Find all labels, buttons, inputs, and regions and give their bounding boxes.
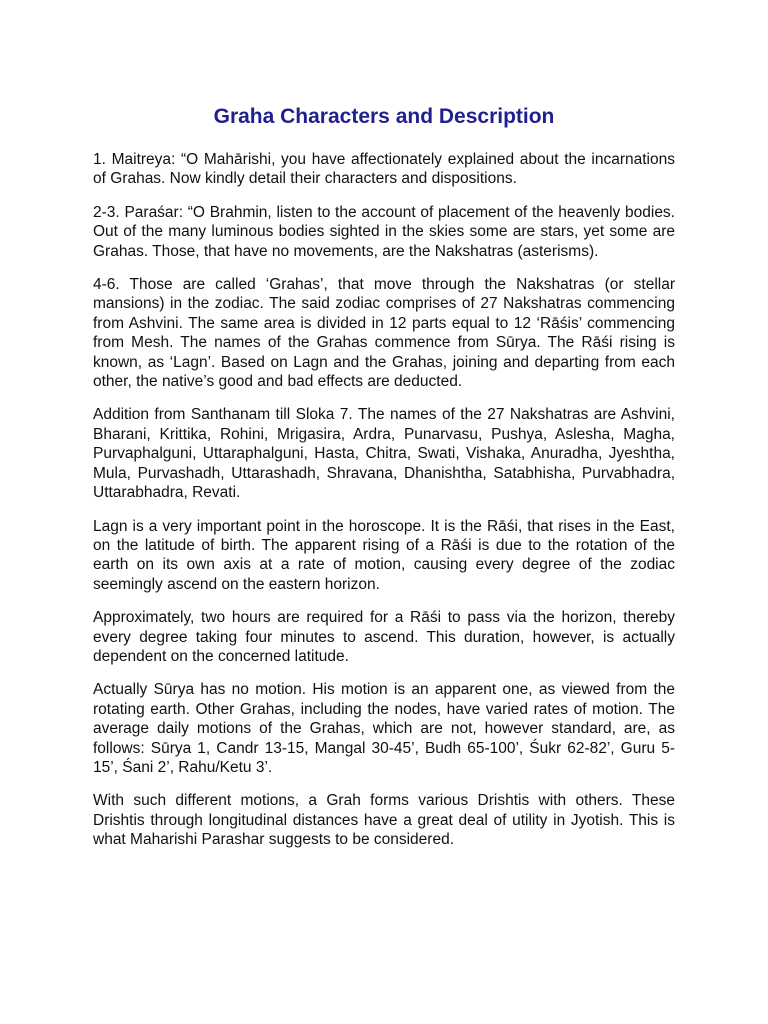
paragraph-nakshatra-list: Addition from Santhanam till Sloka 7. The names of the 27 Nakshatras are Ashvini, Bharani, Krittika, Rohini, Mrigasira, Ardra, Punarvasu, Pushya, Aslesha, Magha, Purvaphalguni, Uttaraphalguni, Hasta, Chitra, Swati, Vishaka, Anuradha, Jyeshtha, Mula, Purvashadh, Uttarashadh, Shravana, Dhanishtha, Satabhisha, Purvabhadra, Uttarabhadra, Revati. (93, 406, 675, 502)
paragraph-sloka-2-3: 2-3. Paraśar: “O Brahmin, listen to the account of placement of the heavenly bodies. Out of the many luminous bodies sighted in the skies some are stars, yet some are Grahas. Those, that have no movements, are the Nakshatras (asterisms). (93, 203, 675, 260)
paragraph-lagn: Lagn is a very important point in the horoscope. It is the Rāśi, that rises in the East, on the latitude of birth. The apparent rising of a Rāśi is due to the rotation of the earth on its own axis at a rate of motion, causing every degree of the zodiac seemingly ascend on the eastern horizon. (93, 517, 675, 593)
paragraph-sloka-1: 1. Maitreya: “O Mahārishi, you have affectionately explained about the incarnations of Grahas. Now kindly detail their characters and dispositions. (93, 151, 675, 188)
paragraph-drishtis: With such different motions, a Grah forms various Drishtis with others. These Drishtis through longitudinal distances have a great deal of utility in Jyotish. This is what Maharishi Parashar suggests to be considered. (93, 792, 675, 849)
paragraph-sloka-4-6: 4-6. Those are called ‘Grahas’, that move through the Nakshatras (or stellar mansions) in the zodiac. The said zodiac comprises of 27 Nakshatras commencing from Ashvini. The same area is divided in 12 parts equal to 12 ‘Rāśis’ commencing from Mesh. The names of the Grahas commence from Sūrya. The Rāśi rising is known, as ‘Lagn’. Based on Lagn and the Grahas, joining and departing from each other, the native’s good and bad effects are deducted. (93, 276, 675, 391)
paragraph-graha-motions: Actually Sūrya has no motion. His motion is an apparent one, as viewed from the rotating earth. Other Grahas, including the nodes, have varied rates of motion. The average daily motions of the Grahas, which are not, however standard, are, as follows: Sūrya 1, Candr 13-15, Mangal 30-45’, Budh 65-100’, Śukr 62-82’, Guru 5-15’, Śani 2’, Rahu/Ketu 3’. (93, 681, 675, 776)
paragraph-rasi-duration: Approximately, two hours are required for a Rāśi to pass via the horizon, thereby every degree taking four minutes to ascend. This duration, however, is actually dependent on the concerned latitude. (93, 609, 675, 665)
page-title: Graha Characters and Description (213, 105, 555, 128)
document-page (93, 104, 675, 864)
